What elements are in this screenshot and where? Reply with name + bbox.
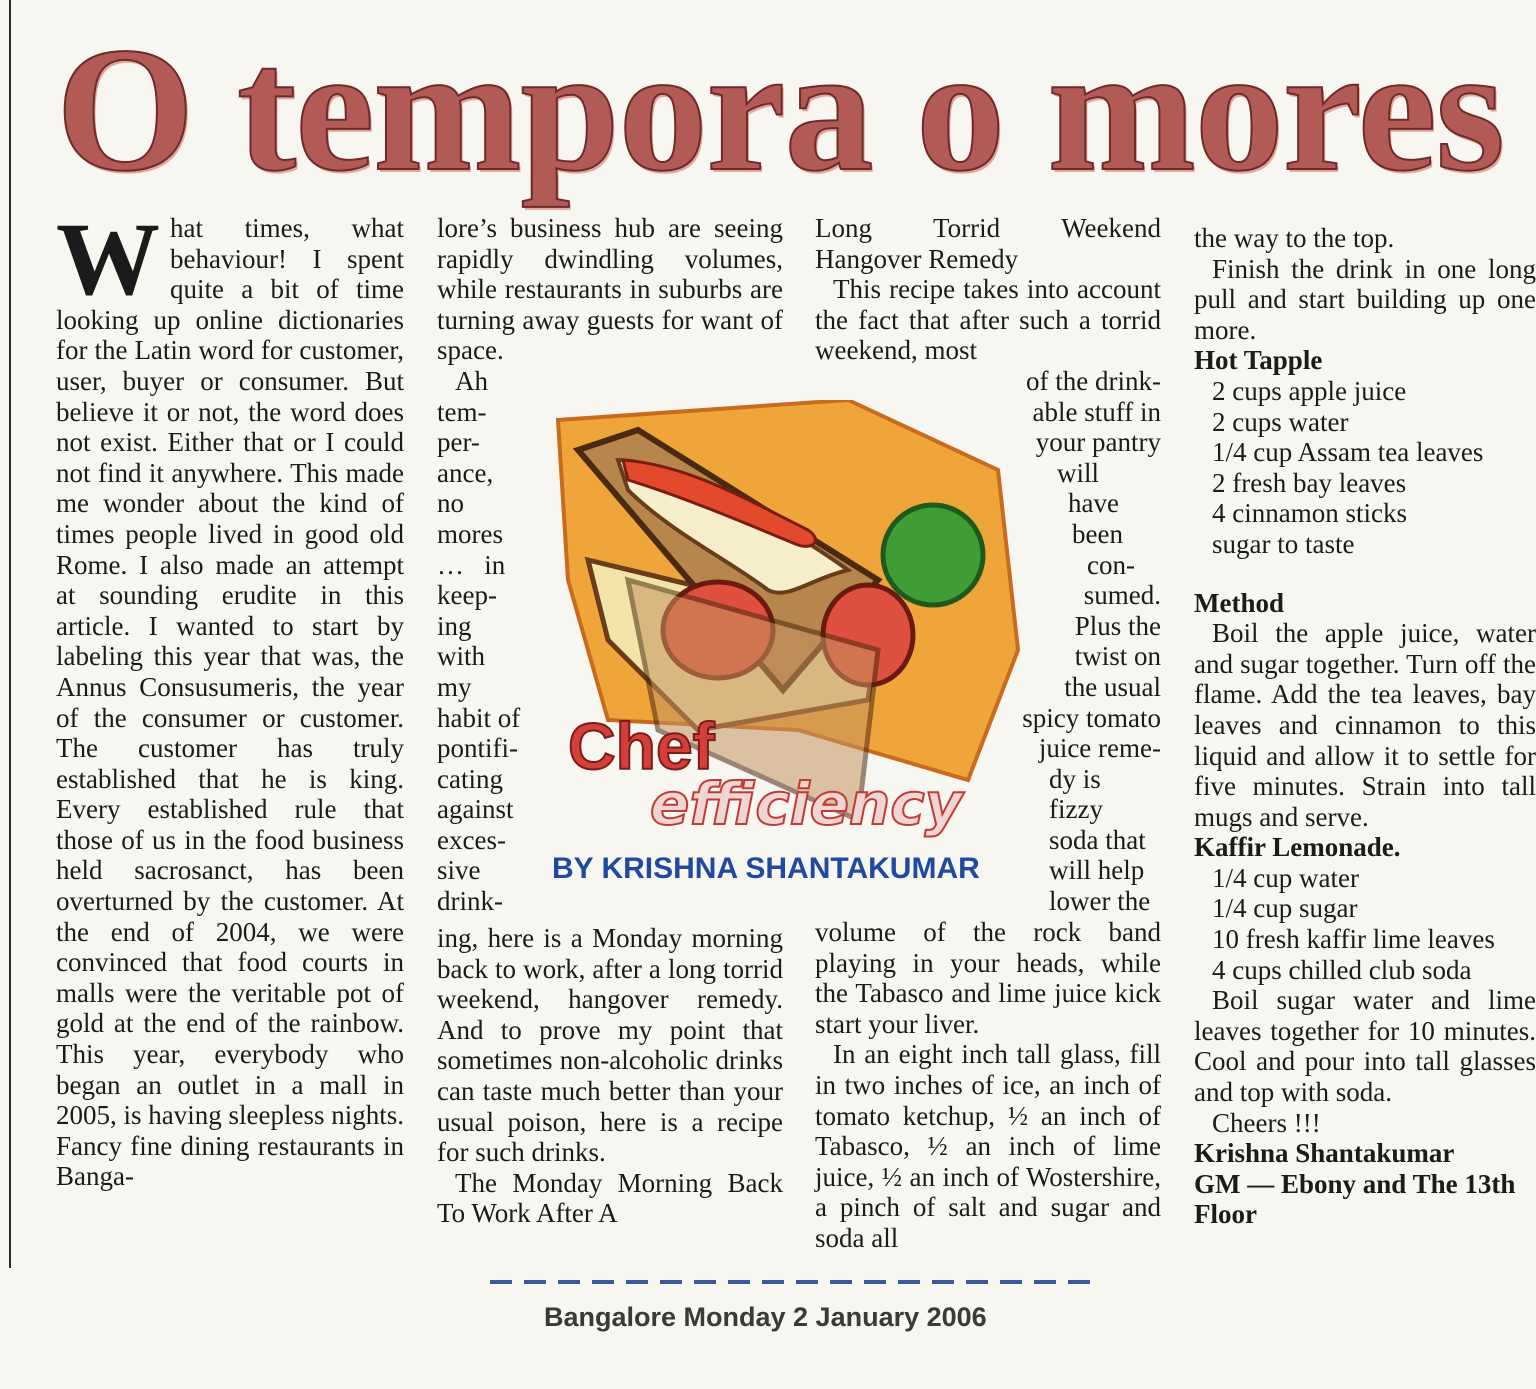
ingredient: 1/4 cup Assam tea leaves <box>1212 437 1484 468</box>
recipe-title-hangover: Long Torrid Weekend Hangover Remedy <box>815 213 1161 274</box>
col2-after-paragraph: ing, here is a Monday morning back to work, after a long torrid weekend, hangover remedy. And to prove my point that sometimes non-alcoholic drinks can taste much better than your usual poison, here is a recipe for such drinks. <box>437 922 783 1168</box>
col2-narrow-line: mores <box>437 518 503 549</box>
col3-method-paragraph: In an eight inch tall glass, fill in two inches of ice, an inch of tomato ketchup, ½ an inch of Tabasco, ½ an inch of lime juice, ½ an inch of Wostershire, a pinch of salt and sugar and soda all <box>815 1039 1161 1253</box>
col3-narrow-line: will help <box>1049 855 1145 886</box>
col3-narrow-line: have <box>1068 488 1119 519</box>
ingredient: 2 cups apple juice <box>1212 375 1407 406</box>
intro-paragraph <box>56 202 404 1192</box>
ingredient: 4 cups chilled club soda <box>1212 954 1472 985</box>
col2-narrow-line: exces- <box>437 824 506 855</box>
col3-lead: This recipe takes into account the fact that after such a torrid weekend, most <box>815 274 1161 366</box>
drop-cap: W <box>56 202 160 317</box>
lettuce-slice <box>883 505 983 605</box>
headline: O tempora o mores <box>56 10 1504 208</box>
method-text: Boil the apple juice, water and sugar together. Turn off the flame. Add the tea leaves, bay leaves and cinnamon to this liquid and allow it to settle for five minutes. Strain into tall mugs and serve. <box>1194 618 1536 832</box>
col3-narrow-line: soda that <box>1049 824 1146 855</box>
col2-narrow-line: against <box>437 794 514 825</box>
kaffir-method: Boil sugar water and lime leaves together for 10 minutes. Cool and pour into tall glasses and top with soda. <box>1194 985 1536 1108</box>
ingredient: sugar to taste <box>1212 528 1355 559</box>
col2-top-paragraph: lore’s business hub are seeing rapidly dwindling volumes, while restaurants in suburbs are turning away guests for want of space. <box>437 213 783 366</box>
col3-narrow-line: fizzy <box>1049 794 1103 825</box>
col2-narrow-line: per- <box>437 427 480 458</box>
col2-narrow-line: Ah <box>455 365 488 396</box>
col2-narrow-line: no <box>437 488 464 519</box>
col3-narrow-line: twist on <box>1074 641 1161 672</box>
col2-narrow-line: drink- <box>437 886 503 917</box>
col3-narrow-line: Plus the <box>1074 610 1161 641</box>
ingredient: 2 fresh bay leaves <box>1212 467 1407 498</box>
col2-narrow-line: pontifi- <box>437 733 518 764</box>
col2-narrow-line: ance, <box>437 457 494 488</box>
signoff: Cheers !!! <box>1212 1107 1321 1138</box>
col2-narrow-line: … in <box>437 549 506 580</box>
col3-narrow-line: con- <box>1087 549 1135 580</box>
author-title: GM — Ebony and The 13th Floor <box>1194 1168 1516 1230</box>
col2-narrow-line: keep- <box>437 580 497 611</box>
col3-narrow-line: been <box>1072 518 1123 549</box>
col3-narrow-line: your pantry <box>1035 427 1161 458</box>
ingredient: 1/4 cup sugar <box>1212 893 1358 924</box>
article-column-1 <box>56 202 404 1192</box>
dateline-strip <box>490 1280 1090 1350</box>
author-name: Krishna Shantakumar <box>1194 1138 1455 1169</box>
dashed-rule <box>490 1280 1090 1284</box>
col2-narrow-line: sive <box>437 855 481 886</box>
ingredient: 10 fresh kaffir lime leaves <box>1212 924 1495 955</box>
col4-continuation: the way to the top. <box>1194 223 1395 253</box>
col2-last-paragraph: The Monday Morning Back To Work After A <box>437 1167 783 1229</box>
col2-narrow-block <box>437 366 537 923</box>
ingredient: 4 cinnamon sticks <box>1212 498 1407 529</box>
logo-chef-word: Chef <box>568 709 715 783</box>
dateline: Bangalore Monday 2 January 2006 <box>544 1302 987 1332</box>
col3-narrow-line: dy is <box>1049 763 1101 794</box>
col4-finish: Finish the drink in one long pull and start building up one more. <box>1194 253 1536 345</box>
col3-narrow-line: sumed. <box>1083 580 1161 611</box>
spacer <box>1194 560 1536 588</box>
article-column-4 <box>1194 223 1536 1230</box>
col2-narrow-line: cating <box>437 763 503 794</box>
method-heading: Method <box>1194 587 1284 618</box>
ingredient: 2 cups water <box>1212 406 1349 437</box>
col3-narrow-line: spicy tomato <box>1022 702 1161 733</box>
col2-narrow-line: my <box>437 671 472 702</box>
col2-narrow-line: with <box>437 641 486 672</box>
recipe-title-hot-tapple: Hot Tapple <box>1194 345 1323 376</box>
byline: BY KRISHNA SHANTAKUMAR <box>552 852 980 885</box>
recipe-title-kaffir-lemonade: Kaffir Lemonade. <box>1194 832 1401 863</box>
logo-efficiency-word: efficiency <box>650 770 963 838</box>
col3-narrow-line: of the drink- <box>1026 365 1161 396</box>
col3-narrow-line: will <box>1056 457 1099 488</box>
column-rule <box>9 0 11 1268</box>
intro-text: hat times, what behaviour! I spent quite a bit of time looking up online dictionaries for the Latin word for customer, user, buyer or consumer. But believe it or not, the word does not exist. Either that or I could not find it anywhere. This made me wonder about the kind of times people lived in good old Rome. I also made an attempt at sounding erudite in this article. I wanted to start by labeling this year that was, the Annus Consusumeris, the year of the consumer or customer. The customer has truly established that he is king. Every established rule that those of us in the food business held sacrosanct, has been overturned by the customer. At the end of 2004, we were convinced that food courts in malls were the veritable pot of gold at the end of the rainbow. This year, everybody who began an outlet in a mall in 2005, is having sleepless nights. Fancy fine dining restaurants in Banga- <box>56 213 404 1192</box>
col2-narrow-line: ing <box>437 610 472 641</box>
col3-narrow-line: juice reme- <box>1038 733 1161 764</box>
col3-narrow-line: the usual <box>1064 671 1161 702</box>
col2-narrow-line: habit of <box>437 702 521 733</box>
col2-narrow-line: tem- <box>437 396 487 427</box>
col3-after-paragraph: volume of the rock band playing in your heads, while the Tabasco and lime juice kick start your liver. <box>815 916 1161 1039</box>
col3-narrow-line: able stuff in <box>1032 396 1161 427</box>
col3-narrow-line: lower the <box>1049 886 1151 917</box>
ingredient: 1/4 cup water <box>1212 862 1359 893</box>
